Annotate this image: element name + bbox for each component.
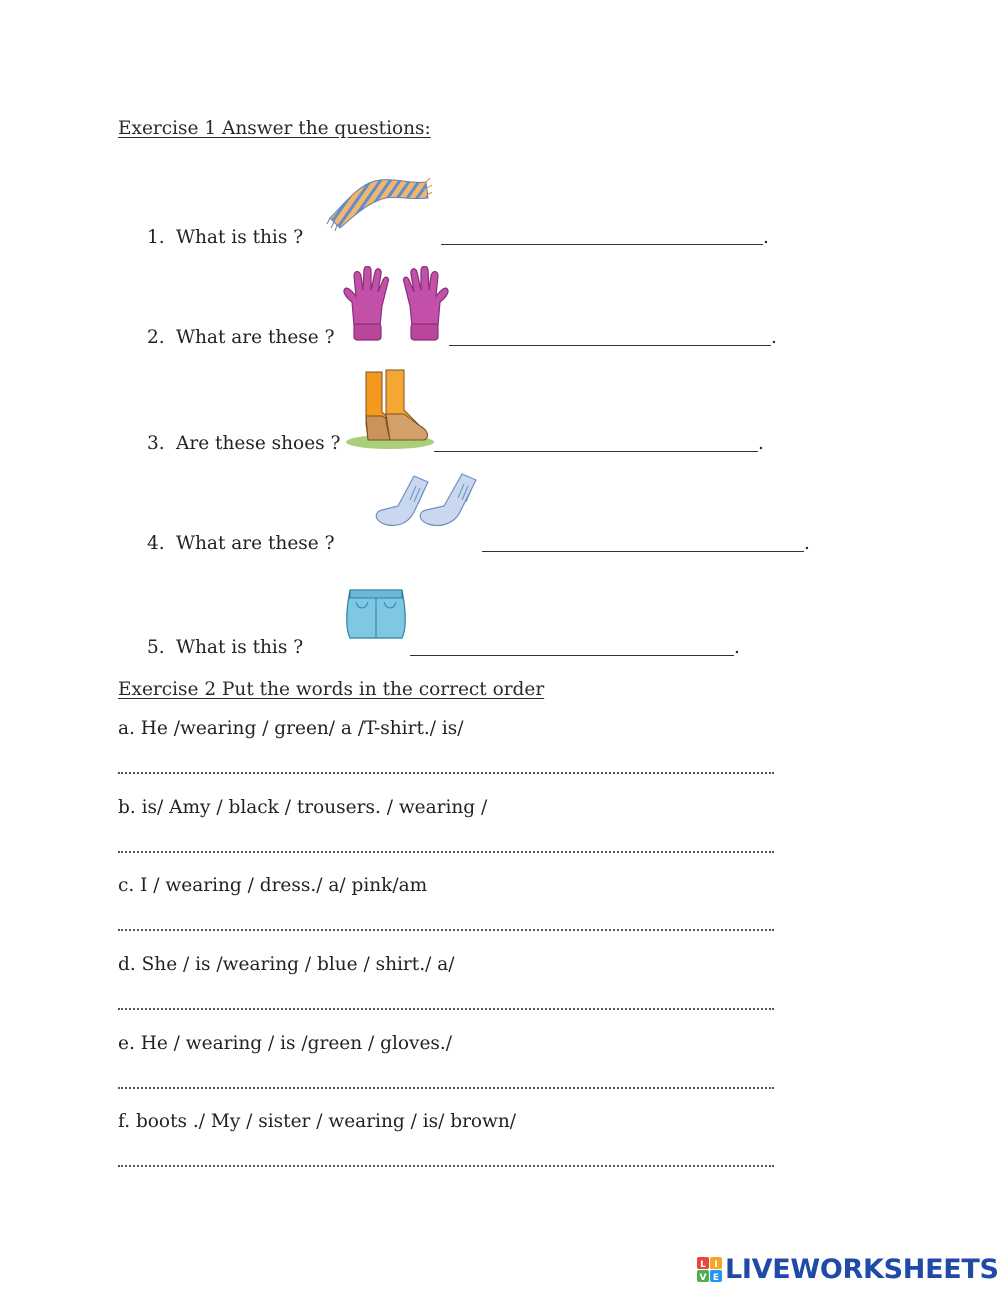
question-number: 4. — [147, 533, 165, 554]
question-text: What are these ? — [176, 533, 335, 554]
exercise2-answer-line-c[interactable] — [118, 929, 774, 931]
answer-line[interactable] — [434, 451, 758, 452]
svg-text:L: L — [700, 1260, 706, 1270]
logo-blocks-icon — [697, 1257, 723, 1283]
question-text: What are these ? — [176, 327, 335, 348]
svg-text:I: I — [714, 1260, 718, 1270]
exercise2-prompt-c: c. I / wearing / dress./ a/ pink/am — [118, 875, 428, 896]
svg-text:E: E — [712, 1273, 720, 1283]
exercise2-prompt-b: b. is/ Amy / black / trousers. / wearing / — [118, 797, 488, 818]
answer-period: . — [804, 533, 810, 554]
question-number: 1. — [147, 227, 165, 248]
exercise2-answer-line-e[interactable] — [118, 1087, 774, 1089]
exercise2-answer-line-a[interactable] — [118, 772, 774, 774]
answer-period: . — [763, 227, 769, 248]
exercise2-heading: Exercise 2 Put the words in the correct order — [118, 679, 545, 700]
exercise2-answer-line-f[interactable] — [118, 1165, 774, 1167]
question-text: What is this ? — [176, 227, 304, 248]
question-text: Are these shoes ? — [176, 433, 341, 454]
exercise2-prompt-d: d. She / is /wearing / blue / shirt./ a/ — [118, 954, 455, 975]
exercise2-answer-line-d[interactable] — [118, 1008, 774, 1010]
exercise2-answer-line-b[interactable] — [118, 851, 774, 853]
answer-period: . — [771, 327, 777, 348]
skirt-icon — [344, 584, 408, 642]
scarf-icon — [326, 172, 432, 232]
logo-text: LIVEWORKSHEETS — [725, 1254, 999, 1285]
answer-period: . — [734, 637, 740, 658]
question-text: What is this ? — [176, 637, 304, 658]
socks-icon — [370, 472, 478, 530]
answer-line[interactable] — [441, 244, 763, 245]
gloves-icon — [340, 266, 452, 346]
liveworksheets-logo[interactable] — [697, 1253, 997, 1287]
exercise1-heading: Exercise 1 Answer the questions: — [118, 118, 431, 139]
answer-line[interactable] — [410, 655, 734, 656]
answer-line[interactable] — [482, 551, 804, 552]
exercise2-prompt-e: e. He / wearing / is /green / gloves./ — [118, 1033, 453, 1054]
svg-text:V: V — [699, 1273, 707, 1283]
exercise2-prompt-a: a. He /wearing / green/ a /T-shirt./ is/ — [118, 718, 464, 739]
question-number: 3. — [147, 433, 165, 454]
answer-period: . — [758, 433, 764, 454]
question-number: 5. — [147, 637, 165, 658]
answer-line[interactable] — [449, 345, 771, 346]
question-number: 2. — [147, 327, 165, 348]
boots-icon — [346, 368, 438, 452]
exercise2-prompt-f: f. boots ./ My / sister / wearing / is/ brown/ — [118, 1111, 517, 1132]
